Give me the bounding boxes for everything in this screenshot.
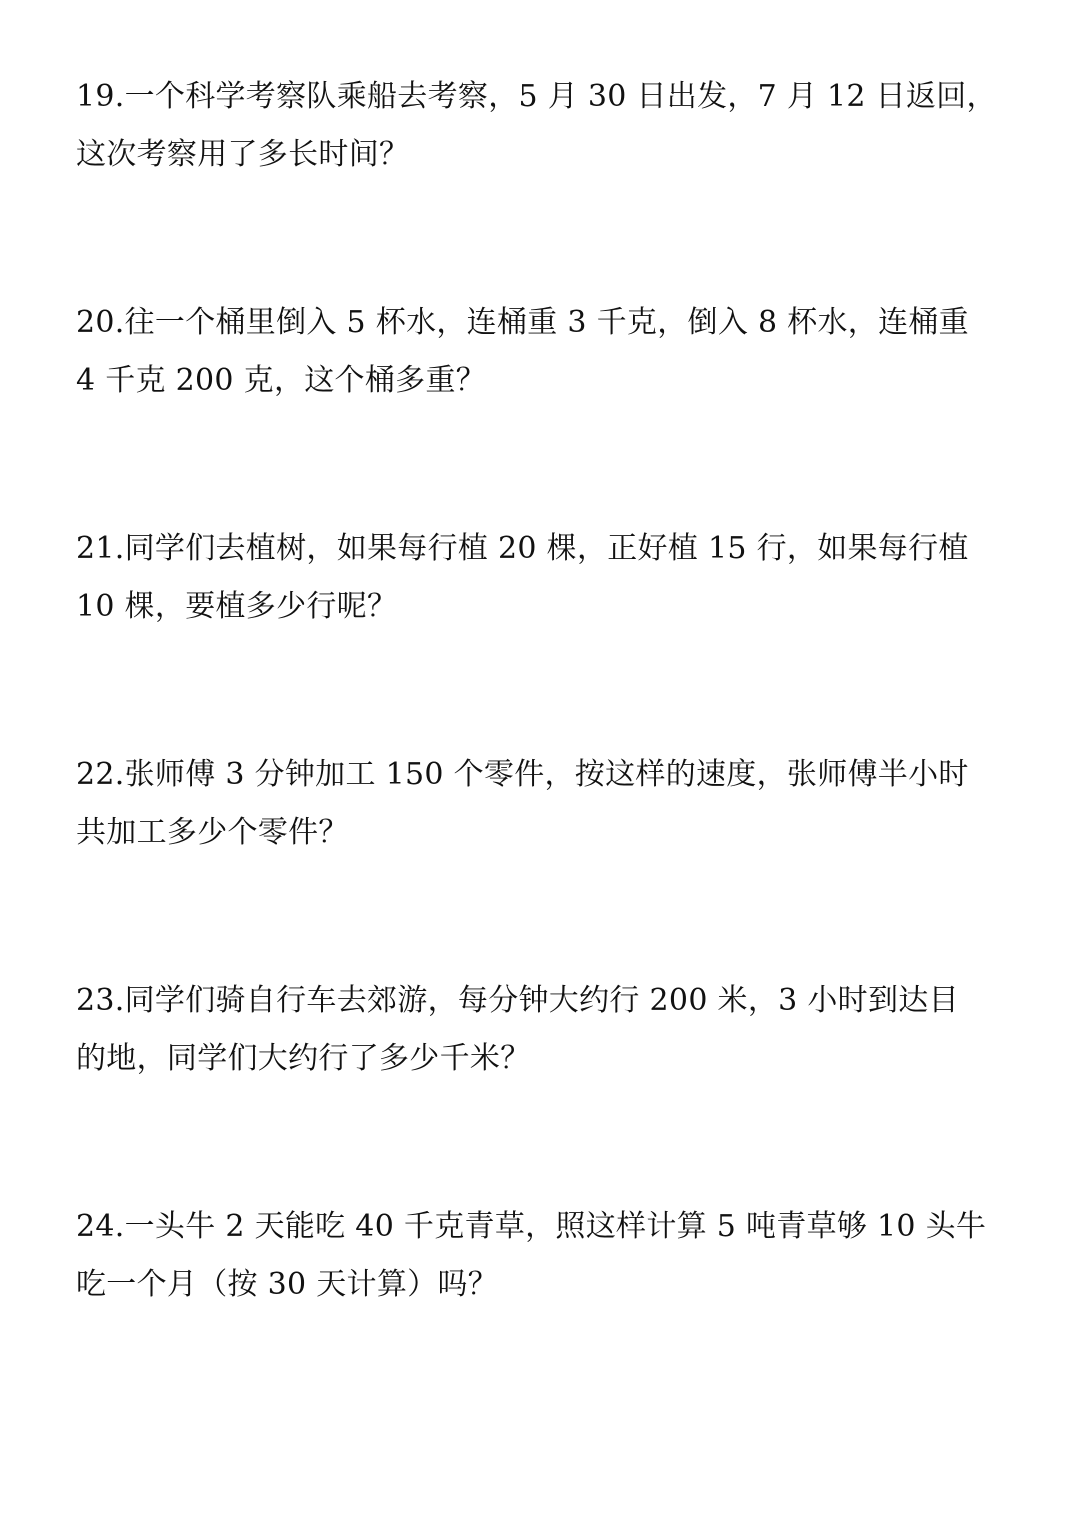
problem-24	[76, 1198, 1016, 1314]
problem-text-line: 的地，同学们大约行了多少千米？	[76, 1041, 531, 1076]
problem-21	[76, 520, 1016, 636]
problem-text-line: 4 千克 200 克，这个桶多重？	[76, 363, 487, 398]
problem-text-line: 21.同学们去植树，如果每行植 20 棵，正好植 15 行，如果每行植	[76, 531, 969, 566]
problem-text-line: 这次考察用了多长时间？	[76, 137, 410, 172]
problem-23	[76, 972, 1016, 1088]
problem-text-line: 吃一个月（按 30 天计算）吗？	[76, 1267, 499, 1302]
problem-text-line: 共加工多少个零件？	[76, 815, 349, 850]
problem-text-line: 19.一个科学考察队乘船去考察，5 月 30 日出发，7 月 12 日返回，	[76, 79, 997, 114]
problem-text-line: 20.往一个桶里倒入 5 杯水，连桶重 3 千克，倒入 8 杯水，连桶重	[76, 305, 969, 340]
problem-text-line: 23.同学们骑自行车去郊游，每分钟大约行 200 米，3 小时到达目	[76, 983, 959, 1018]
problem-22	[76, 746, 1016, 862]
problem-19	[76, 68, 1016, 184]
problem-text-line: 10 棵，要植多少行呢？	[76, 589, 398, 624]
problem-text-line: 22.张师傅 3 分钟加工 150 个零件，按这样的速度，张师傅半小时	[76, 757, 969, 792]
problem-20	[76, 294, 1016, 410]
problem-text-line: 24.一头牛 2 天能吃 40 千克青草，照这样计算 5 吨青草够 10 头牛	[76, 1209, 987, 1244]
